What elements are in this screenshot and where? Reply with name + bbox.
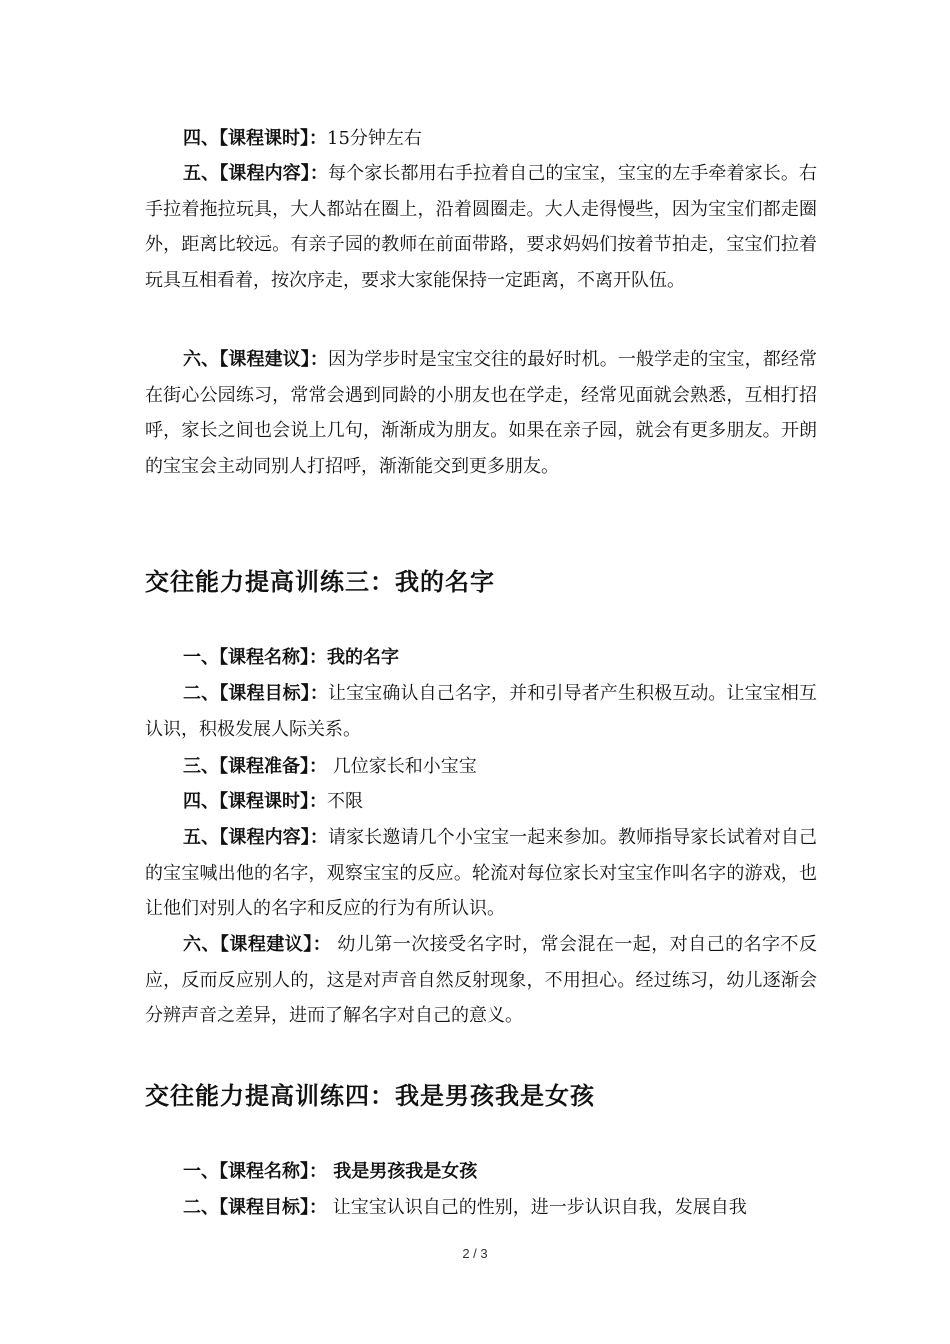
s3-course-goal: 二、【课程目标】：让宝宝确认自己名字，并和引导者产生积极互动。让宝宝相互认识，积极发展人际关系。 [145,683,817,740]
section-3-heading: 交往能力提高训练三：我的名字 [145,568,495,596]
s4-course-goal: 二、【课程目标】： 让宝宝认识自己的性别，进一步认识自我，发展自我 [183,1197,747,1218]
s3-course-advice: 六、【课程建议】： 幼儿第一次接受名字时，常会混在一起，对自己的名字不反应，反而反应别人的，这是对声音自然反射现象，不用担心。经过练习，幼儿逐渐会分辨声音之差异，进而了解名字对自己的意义。 [145,934,817,1026]
s3-course-content: 五、【课程内容】：请家长邀请几个小宝宝一起来参加。教师指导家长试着对自己的宝宝喊出他的名字，观察宝宝的反应。轮流对每位家长对宝宝作叫名字的游戏，也让他们对别人的名字和反应的行为有所认识。 [145,827,817,919]
s3-course-prep: 三、【课程准备】： 几位家长和小宝宝 [183,756,477,777]
course-advice-paragraph: 六、【课程建议】：因为学步时是宝宝交往的最好时机。一般学走的宝宝，都经常在街心公园练习，常常会遇到同龄的小朋友也在学走，经常见面就会熟悉，互相打招呼，家长之间也会说上几句，渐渐成为朋友。如果在亲子园，就会有更多朋友。开朗的宝宝会主动同别人打招呼，渐渐能交到更多朋友。 [145,349,817,477]
section-4-heading: 交往能力提高训练四：我是男孩我是女孩 [145,1082,595,1110]
page-number: 2 / 3 [462,1246,488,1261]
course-duration-paragraph: 四、【课程课时】：15分钟左右 [183,128,422,149]
course-content-paragraph: 五、【课程内容】：每个家长都用右手拉着自己的宝宝，宝宝的左手牵着家长。右手拉着拖拉玩具，大人都站在圈上，沿着圆圈走。大人走得慢些，因为宝宝们都走圈外，距离比较远。有亲子园的教师在前面带路，要求妈妈们按着节拍走，宝宝们拉着玩具互相看着，按次序走，要求大家能保持一定距离，不离开队伍。 [145,163,817,291]
s4-course-name: 一、【课程名称】： 我是男孩我是女孩 [183,1161,478,1182]
s3-course-name: 一、【课程名称】：我的名字 [183,647,399,668]
s3-course-duration: 四、【课程课时】：不限 [183,791,363,812]
